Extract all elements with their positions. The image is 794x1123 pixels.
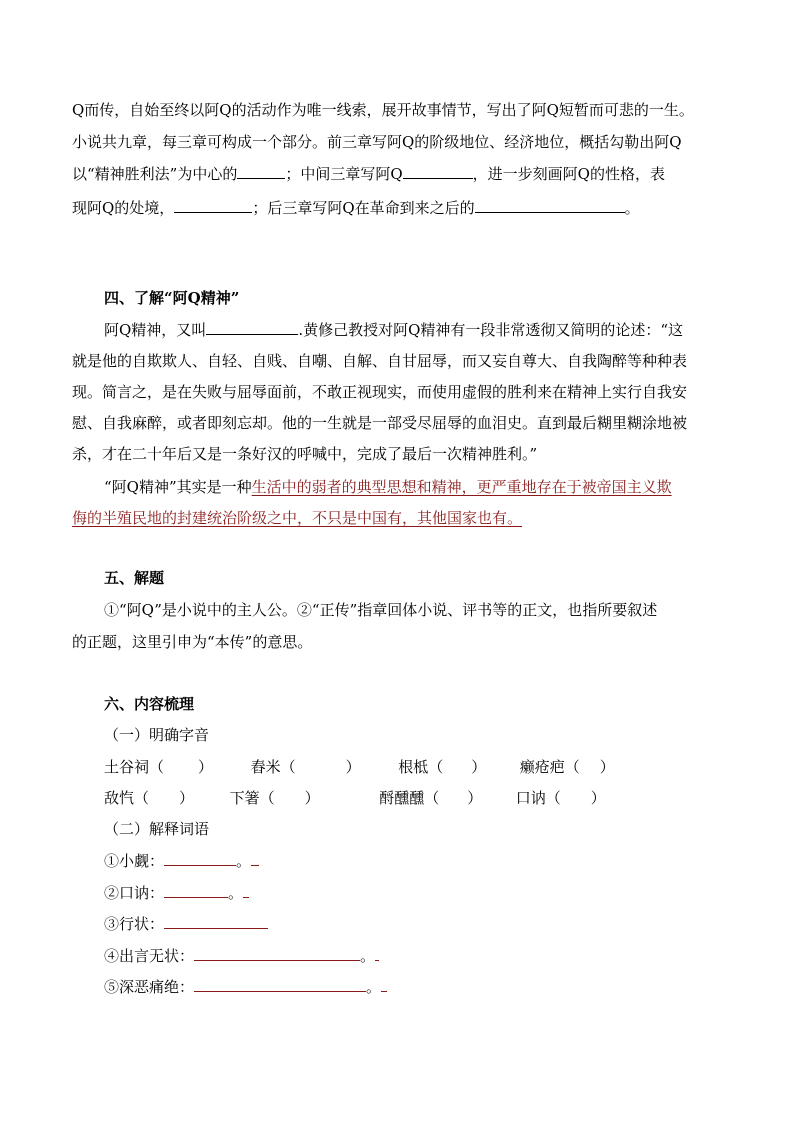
subheading: （一）明确字音 bbox=[104, 726, 210, 744]
section-heading: 五、解题 bbox=[104, 569, 165, 587]
paragraph-line: 的正题，这里引申为“本传”的意思。 bbox=[72, 633, 313, 651]
term-label: ①小觑： bbox=[104, 852, 165, 870]
fill-blank[interactable] bbox=[194, 946, 360, 961]
paragraph-line: 慰、自我麻醉，或者即刻忘却。他的一生就是一部受尽屈辱的血泪史。直到最后糊里糊涂地被 bbox=[72, 414, 688, 432]
section-heading: 四、了解“阿Q精神” bbox=[104, 289, 240, 307]
paren-close: ） bbox=[345, 758, 361, 776]
paren-close: ） bbox=[471, 758, 487, 776]
term-item bbox=[104, 883, 249, 903]
paragraph-line: 现。简言之，是在失败与屈辱面前，不敢正视现实，而使用虚假的胜利来在精神上实行自我安 bbox=[72, 383, 688, 401]
text-span: 现阿Q的处境， bbox=[72, 199, 175, 217]
text-span: 。 bbox=[624, 199, 640, 217]
fill-blank[interactable] bbox=[194, 977, 366, 992]
paren-close: ） bbox=[304, 789, 320, 807]
term-label: ⑤深恶痛绝： bbox=[104, 978, 195, 996]
fill-blank[interactable] bbox=[475, 198, 625, 213]
paragraph-line: ①“阿Q”是小说中的主人公。②“正传”指章回体小说、评书等的正文，也指所要叙述 bbox=[104, 601, 658, 619]
word-label: 敌忾（ bbox=[104, 789, 150, 807]
fill-blank-tail bbox=[251, 851, 259, 866]
pronunciation-row bbox=[104, 788, 606, 808]
paren-close: ） bbox=[590, 789, 606, 807]
word-label: 下箸（ bbox=[229, 789, 275, 807]
fill-blank-tail bbox=[375, 946, 379, 961]
word-label: 舂米（ bbox=[250, 758, 296, 776]
paren-close: ） bbox=[179, 789, 195, 807]
paren-close: ） bbox=[467, 789, 483, 807]
term-label: ③行状： bbox=[104, 915, 165, 933]
pronunciation-row bbox=[104, 757, 615, 777]
subheading: （二）解释词语 bbox=[104, 820, 210, 838]
fill-blank[interactable] bbox=[403, 164, 473, 179]
period: 。 bbox=[360, 947, 376, 965]
period: 。 bbox=[228, 884, 244, 902]
word-label: 土谷祠（ bbox=[104, 758, 165, 776]
term-item bbox=[104, 977, 387, 997]
text-span: ；后三章写阿Q在革命到来之后的 bbox=[252, 199, 475, 217]
paragraph-line: 小说共九章，每三章可构成一个部分。前三章写阿Q的阶级地位、经济地位，概括勾勒出阿Q bbox=[72, 133, 682, 151]
section-heading: 六、内容梳理 bbox=[104, 695, 195, 713]
fill-blank[interactable] bbox=[174, 198, 252, 213]
term-label: ④出言无状： bbox=[104, 947, 195, 965]
fill-blank[interactable] bbox=[164, 883, 228, 898]
fill-blank-tail bbox=[381, 977, 387, 992]
word-label: 根柢（ bbox=[398, 758, 444, 776]
word-label: 口讷（ bbox=[515, 789, 561, 807]
period: 。 bbox=[366, 978, 382, 996]
text-span: 阿Q精神，又叫 bbox=[104, 321, 207, 339]
paragraph-line bbox=[104, 477, 672, 497]
text-span: .黄修己教授对阿Q精神有一段非常透彻又简明的论述：“这 bbox=[298, 321, 684, 339]
fill-blank-tail bbox=[243, 883, 249, 898]
paragraph-line bbox=[72, 198, 640, 218]
paren-close: ） bbox=[198, 758, 214, 776]
text-span: ，进一步刻画阿Q的性格，表 bbox=[472, 165, 665, 183]
text-span: 以“精神胜利法”为中心的 bbox=[72, 165, 238, 183]
text-span: “阿Q精神”其实是一种 bbox=[104, 478, 252, 496]
fill-blank[interactable] bbox=[164, 914, 268, 929]
paragraph-line: 杀，才在二十年后又是一条好汉的呼喊中，完成了最后一次精神胜利。” bbox=[72, 445, 538, 463]
word-label: 癞疮疤（ bbox=[519, 758, 580, 776]
paren-close: ） bbox=[599, 758, 615, 776]
fill-blank[interactable] bbox=[206, 320, 298, 335]
term-item bbox=[104, 914, 268, 934]
paragraph-line bbox=[72, 508, 522, 528]
fill-blank[interactable] bbox=[164, 851, 236, 866]
text-span: ；中间三章写阿Q bbox=[285, 165, 403, 183]
paragraph-line bbox=[104, 320, 683, 340]
highlighted-answer: 侮的半殖民地的封建统治阶级之中，不只是中国有，其他国家也有。 bbox=[72, 509, 523, 527]
period: 。 bbox=[236, 852, 252, 870]
term-label: ②口讷： bbox=[104, 884, 165, 902]
term-item bbox=[104, 946, 379, 966]
paragraph-line: 就是他的自欺欺人、自轻、自贱、自嘲、自解、自甘屈辱，而又妄自尊大、自我陶醉等种种表 bbox=[72, 352, 688, 370]
word-label: 酹醺醺（ bbox=[379, 789, 440, 807]
term-item bbox=[104, 851, 259, 871]
highlighted-answer: 生活中的弱者的典型思想和精神，更严重地存在于被帝国主义欺 bbox=[251, 478, 672, 496]
paragraph-line: Q而传，自始至终以阿Q的活动作为唯一线索，展开故事情节，写出了阿Q短暂而可悲的一生。 bbox=[72, 101, 694, 119]
paragraph-line bbox=[72, 164, 665, 184]
fill-blank[interactable] bbox=[237, 164, 285, 179]
